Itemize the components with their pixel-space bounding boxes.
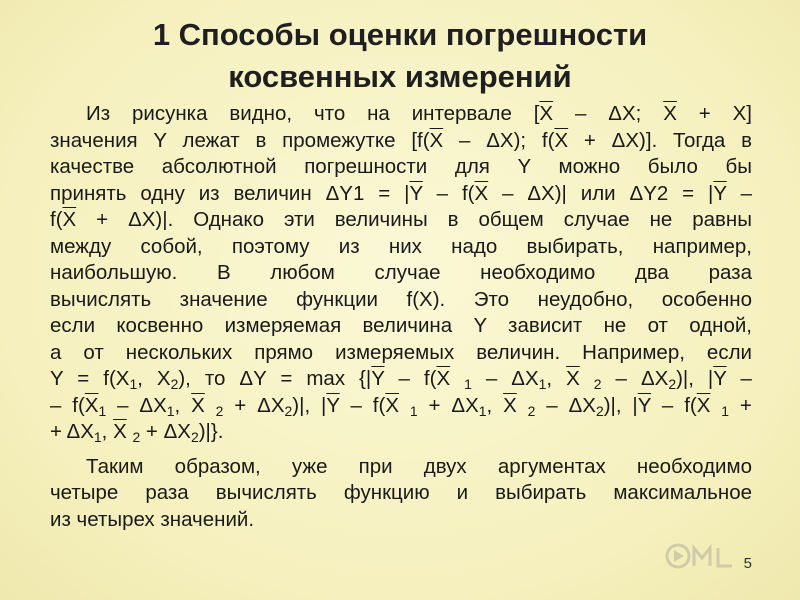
text-line: + $\Delta X_1$, $\overline{X}$ $_2 + \Delta X_2)|$}. bbox=[50, 420, 224, 446]
text-line: если косвенно измеряемая величина Y зависит не от одной, bbox=[50, 314, 752, 337]
mean-value-symbol: $\overline{X}$ bbox=[429, 128, 444, 152]
watermark-logo-icon bbox=[664, 538, 744, 574]
mean-value-symbol: $\overline{X}$ bbox=[474, 181, 489, 205]
mean-value-symbol: $\overline{X}$ bbox=[663, 102, 677, 125]
page-number: 5 bbox=[743, 555, 752, 572]
subscript-index: 1 bbox=[98, 402, 107, 419]
mean-value-symbol: $\overline{X}$ bbox=[566, 367, 580, 390]
subscript-index: 2 bbox=[284, 402, 293, 419]
subscript-index: 2 bbox=[593, 376, 602, 393]
text-line: значения Y лежат в промежутке [$f(\overline{X} - \Delta X)$; $f(\overline{X} + \Delta X)$]. Тогда в bbox=[50, 128, 752, 152]
subscript-index: 2 bbox=[595, 402, 604, 419]
mean-value-symbol: $\overline{X}$ bbox=[84, 393, 99, 417]
subscript-index: 1 bbox=[464, 376, 472, 393]
mean-value-symbol: $\overline{X}$ bbox=[554, 128, 569, 152]
text-line: качестве абсолютной погрешности для Y можно было бы bbox=[50, 155, 752, 178]
subscript-index: 2 bbox=[190, 429, 199, 446]
subscript-index: 2 bbox=[668, 376, 677, 393]
mean-value-symbol: $\overline{X}$ bbox=[696, 393, 711, 417]
text-line: вычислять значение функции f(X). Это неудобно, особенно bbox=[50, 287, 752, 311]
slide-title bbox=[40, 14, 760, 98]
text-line: а от нескольких прямо измеряемых величин. Например, если bbox=[50, 340, 752, 364]
subscript-index: 2 bbox=[527, 402, 536, 419]
mean-value-symbol: $\overline{Y}$ bbox=[637, 393, 652, 417]
subscript-index: 2 bbox=[215, 402, 224, 419]
mean-value-symbol: $\overline{X}$ bbox=[539, 102, 554, 125]
slide-title-line-1: 1 Способы оценки погрешности bbox=[152, 17, 648, 52]
mean-value-symbol: $\overline{Y}$ bbox=[713, 181, 727, 205]
subscript-index: 2 bbox=[170, 376, 179, 393]
text-line: $f(\overline{X} + \Delta X)|$. Однако эти величины в общем случае не равны bbox=[50, 208, 752, 231]
text-line: наибольшую. В любом случае необходимо два раза bbox=[50, 261, 752, 284]
mean-value-symbol: $\overline{X}$ bbox=[436, 367, 451, 390]
paragraph-2 bbox=[50, 454, 752, 534]
mean-value-symbol: $\overline{Y}$ bbox=[713, 367, 727, 390]
slide-title-line-2: косвенных измерений bbox=[228, 59, 572, 94]
subscript-index: 1 bbox=[129, 376, 138, 393]
paragraph-1 bbox=[50, 101, 752, 446]
text-line: между собой, поэтому из них надо выбирать, например, bbox=[50, 234, 752, 258]
subscript-index: 1 bbox=[166, 402, 175, 419]
text-line: Из рисунка видно, что на интервале [$\overline{X}$ – ΔX; $\overline{X} + X$] bbox=[86, 102, 752, 125]
subscript-index: 1 bbox=[409, 402, 418, 419]
text-line: $Y = f(X_1$, $X_2$), то $\Delta Y = \max \{|\overline{Y} - f(\overline{X}$ $_1 - \Delta X_1$, $\overline{X}$ $_2 - \Delta X_2)|$, $|\overline{Y}$ – bbox=[50, 367, 752, 393]
subscript-index: 1 bbox=[721, 402, 730, 419]
subscript-index: 1 bbox=[478, 402, 487, 419]
subscript-index: 1 bbox=[93, 429, 102, 446]
text-line: четыре раза вычислять функцию и выбирать максимальное bbox=[50, 481, 752, 504]
mean-value-symbol: $\overline{X}$ bbox=[113, 420, 127, 443]
mean-value-symbol: $\overline{Y}$ bbox=[326, 393, 340, 417]
slide-body bbox=[50, 101, 752, 533]
mean-value-symbol: $\overline{Y}$ bbox=[371, 367, 385, 390]
mean-value-symbol: $\overline{X}$ bbox=[191, 393, 205, 417]
text-line: принять одну из величин $\Delta Y1 = |\overline{Y} - f(\overline{X} - \Delta X)|$ или $\Delta Y2 = |\overline{Y}$ – bbox=[50, 181, 752, 205]
mean-value-symbol: $\overline{Y}$ bbox=[409, 181, 423, 205]
text-line: из четырех значений. bbox=[50, 507, 255, 531]
mean-value-symbol: $\overline{X}$ bbox=[503, 393, 517, 417]
mean-value-symbol: $\overline{X}$ bbox=[385, 393, 400, 417]
text-line: – $f(\overline{X}_1 - \Delta X_1$, $\overline{X}$ $_2 + \Delta X_2)|$, $|\overline{Y} - f(\overline{X}$ $_1 + \Delta X_1$, $\overline{X}$ $_2 - \Delta X_2)|$, $|\overline{Y} - f(\overline{X}$ $_1$ + bbox=[50, 393, 752, 419]
text-line: Таким образом, уже при двух аргументах необходимо bbox=[86, 454, 752, 478]
subscript-index: 1 bbox=[538, 376, 547, 393]
subscript-index: 2 bbox=[132, 429, 141, 446]
mean-value-symbol: $\overline{X}$ bbox=[62, 208, 77, 231]
